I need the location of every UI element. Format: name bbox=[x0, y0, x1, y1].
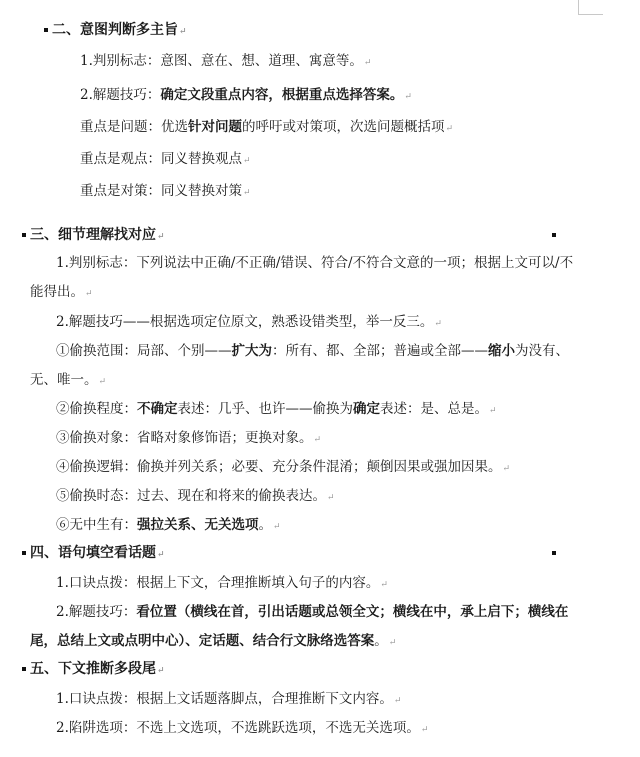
section-heading-2: 二、意图判断多主旨↵ bbox=[52, 22, 187, 38]
text-line: 无、唯一。↵ bbox=[30, 372, 107, 388]
text-line: ⑥无中生有：强拉关系、无关选项。↵ bbox=[56, 517, 281, 533]
heading-bullet bbox=[22, 667, 26, 671]
text-line: 尾，总结上文或点明中心）、定话题、结合行文脉络选答案。↵ bbox=[30, 633, 397, 649]
section-heading-3: 三、细节理解找对应↵ bbox=[30, 227, 165, 243]
text-line: ④偷换逻辑：偷换并列关系；必要、充分条件混淆；颠倒因果或强加因果。↵ bbox=[56, 459, 511, 475]
section-heading-4: 四、语句填空看话题↵ bbox=[30, 545, 165, 561]
text-line: 1.判别标志：下列说法中正确/不正确/错误、符合/不符合文意的一项；根据上文可以/不 bbox=[56, 255, 574, 271]
text-line: 2.解题技巧：看位置（横线在首，引出话题或总领全文；横线在中，承上启下；横线在 bbox=[56, 604, 569, 620]
page-corner-mark bbox=[578, 0, 603, 15]
text-line: ⑤偷换时态：过去、现在和将来的偷换表达。↵ bbox=[56, 488, 335, 504]
text-line: 2.解题技巧：确定文段重点内容，根据重点选择答案。↵ bbox=[80, 87, 412, 103]
text-line: 重点是对策：同义替换对策↵ bbox=[80, 183, 251, 199]
section-heading-5: 五、下文推断多段尾↵ bbox=[30, 661, 165, 677]
text-line: 1.口诀点拨：根据上文话题落脚点，合理推断下文内容。↵ bbox=[56, 691, 402, 707]
heading-bullet bbox=[22, 551, 26, 555]
right-margin-bullet bbox=[552, 233, 556, 237]
text-line: ③偷换对象：省略对象修饰语；更换对象。↵ bbox=[56, 430, 322, 446]
right-margin-bullet bbox=[552, 551, 556, 555]
text-line: 2.陷阱选项：不选上文选项，不选跳跃选项，不选无关选项。↵ bbox=[56, 720, 429, 736]
text-line: 1.判别标志：意图、意在、想、道理、寓意等。↵ bbox=[80, 53, 372, 69]
text-line: 1.口诀点拨：根据上下文，合理推断填入句子的内容。↵ bbox=[56, 575, 388, 591]
text-line: 2.解题技巧——根据选项定位原文，熟悉设错类型，举一反三。↵ bbox=[56, 314, 442, 330]
heading-bullet bbox=[22, 233, 26, 237]
text-line: 重点是问题：优选针对问题的呼吁或对策项，次选问题概括项↵ bbox=[80, 119, 454, 135]
text-line: ①偷换范围：局部、个别——扩大为：所有、都、全部；普遍或全部——缩小为没有、 bbox=[56, 343, 569, 359]
heading-bullet bbox=[44, 28, 48, 32]
text-line: ②偷换程度：不确定表述：几乎、也许——偷换为确定表述：是、总是。↵ bbox=[56, 401, 497, 417]
text-line: 重点是观点：同义替换观点↵ bbox=[80, 151, 251, 167]
text-line: 能得出。↵ bbox=[30, 284, 93, 300]
